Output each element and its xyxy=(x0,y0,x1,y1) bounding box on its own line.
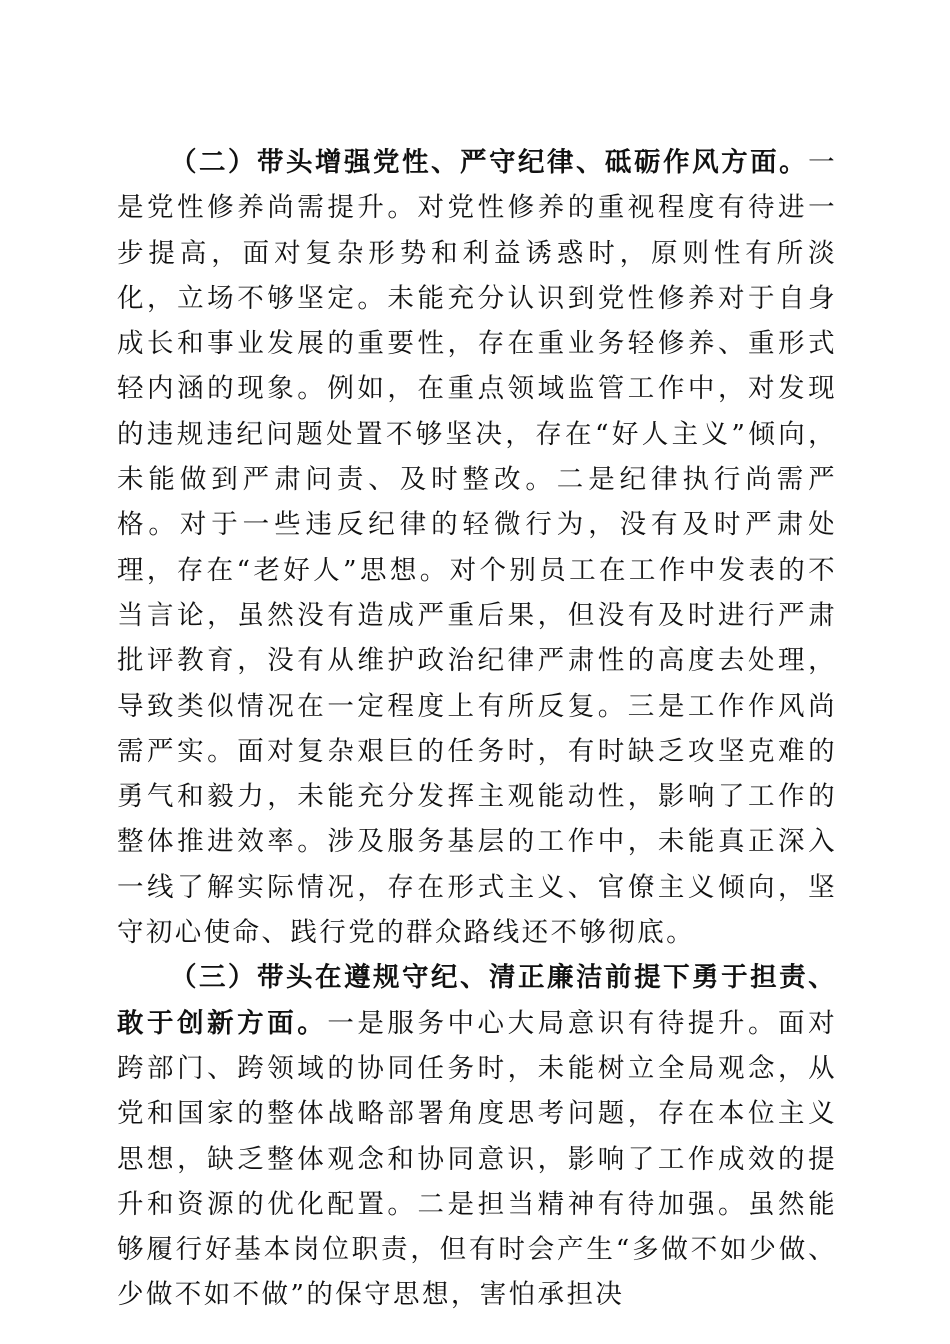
document-body xyxy=(117,140,837,1318)
section-2-body: 一是党性修养尚需提升。对党性修养的重视程度有待进一步提高，面对复杂形势和利益诱惑时，原则性有所淡化，立场不够坚定。未能充分认识到党性修养对于自身成长和事业发展的重要性，存在重业务轻修养、重形式轻内涵的现象。例如，在重点领域监管工作中，对发现的违规违纪问题处置不够坚决，存在“好人主义”倾向，未能做到严肃问责、及时整改。二是纪律执行尚需严格。对于一些违反纪律的轻微行为，没有及时严肃处理，存在“老好人”思想。对个别员工在工作中发表的不当言论，虽然没有造成严重后果，但没有及时进行严肃批评教育，没有从维护政治纪律严肃性的高度去处理，导致类似情况在一定程度上有所反复。三是工作作风尚需严实。面对复杂艰巨的任务时，有时缺乏攻坚克难的勇气和毅力，未能充分发挥主观能动性，影响了工作的整体推进效率。涉及服务基层的工作中，未能真正深入一线了解实际情况，存在形式主义、官僚主义倾向，坚守初心使命、践行党的群众路线还不够彻底。 xyxy=(117,147,837,949)
section-3-heading: （三）带头在遵规守纪、清正廉洁前提下勇于担责、敢于创新方面。 xyxy=(117,962,837,1039)
section-2-heading: （二）带头增强党性、严守纪律、砥砺作风方面。 xyxy=(170,147,809,178)
paragraph-section-3 xyxy=(117,955,837,1317)
section-3-body: 一是服务中心大局意识有待提升。面对跨部门、跨领域的协同任务时，未能树立全局观念，从党和国家的整体战略部署角度思考问题，存在本位主义思想，缺乏整体观念和协同意识，影响了工作成效的提升和资源的优化配置。二是担当精神有待加强。虽然能够履行好基本岗位职责，但有时会产生“多做不如少做、少做不如不做”的保守思想，害怕承担决 xyxy=(117,1007,837,1311)
paragraph-section-2 xyxy=(117,140,837,955)
